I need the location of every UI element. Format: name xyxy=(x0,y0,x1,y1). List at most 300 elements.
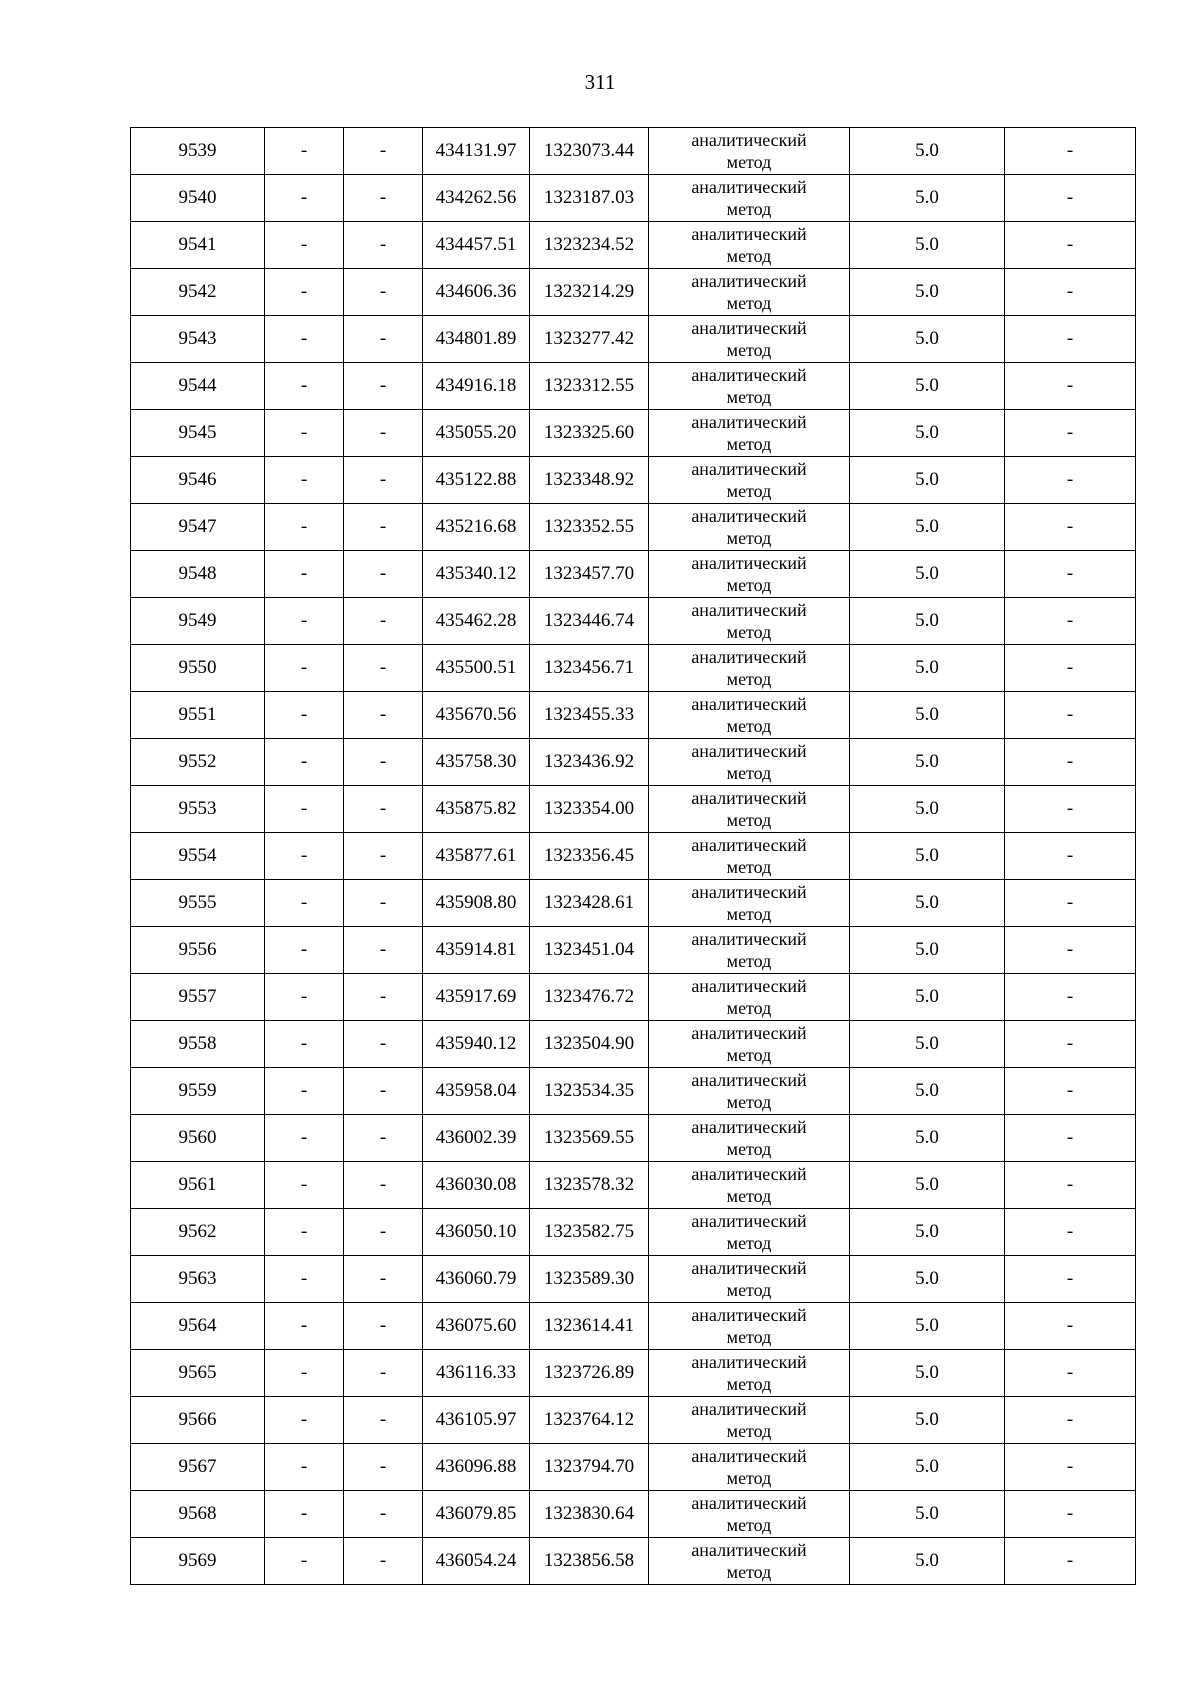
point-number-cell: 9551 xyxy=(131,692,265,739)
accuracy-cell: 5.0 xyxy=(850,1491,1005,1538)
point-number-cell: 9567 xyxy=(131,1444,265,1491)
point-number-cell: 9556 xyxy=(131,927,265,974)
method-text-line1: аналитический xyxy=(691,1305,807,1325)
empty-dash-cell: - xyxy=(265,927,344,974)
page-number: 311 xyxy=(584,70,616,94)
method-text-line2: метод xyxy=(726,763,772,783)
point-number-cell: 9561 xyxy=(131,1162,265,1209)
method-text-line2: метод xyxy=(726,1186,772,1206)
empty-dash-cell: - xyxy=(265,504,344,551)
point-number-cell: 9559 xyxy=(131,1068,265,1115)
accuracy-cell: 5.0 xyxy=(850,551,1005,598)
empty-dash-cell: - xyxy=(1005,833,1136,880)
empty-dash-cell: - xyxy=(344,410,423,457)
method-text-line1: аналитический xyxy=(691,1493,807,1513)
point-number-cell: 9539 xyxy=(131,128,265,175)
empty-dash-cell: - xyxy=(1005,1491,1136,1538)
point-number-cell: 9568 xyxy=(131,1491,265,1538)
method-text-line1: аналитический xyxy=(691,882,807,902)
method-text-line2: метод xyxy=(726,716,772,736)
empty-dash-cell: - xyxy=(265,692,344,739)
accuracy-cell: 5.0 xyxy=(850,269,1005,316)
empty-dash-cell: - xyxy=(344,1115,423,1162)
table-body xyxy=(131,128,1136,1585)
method-text-line1: аналитический xyxy=(691,506,807,526)
empty-dash-cell: - xyxy=(265,1021,344,1068)
table-row xyxy=(131,880,1136,927)
empty-dash-cell: - xyxy=(1005,457,1136,504)
empty-dash-cell: - xyxy=(1005,551,1136,598)
method-text-line1: аналитический xyxy=(691,318,807,338)
method-cell xyxy=(649,739,850,786)
y-coordinate-cell: 1323476.72 xyxy=(530,974,649,1021)
empty-dash-cell: - xyxy=(344,316,423,363)
method-cell xyxy=(649,1162,850,1209)
x-coordinate-cell: 436096.88 xyxy=(423,1444,530,1491)
accuracy-cell: 5.0 xyxy=(850,880,1005,927)
point-number-cell: 9546 xyxy=(131,457,265,504)
table-row xyxy=(131,974,1136,1021)
empty-dash-cell: - xyxy=(344,1068,423,1115)
method-text-line2: метод xyxy=(726,387,772,407)
y-coordinate-cell: 1323187.03 xyxy=(530,175,649,222)
method-text-line1: аналитический xyxy=(691,1023,807,1043)
point-number-cell: 9545 xyxy=(131,410,265,457)
method-text-line2: метод xyxy=(726,1280,772,1300)
empty-dash-cell: - xyxy=(265,1162,344,1209)
empty-dash-cell: - xyxy=(265,1068,344,1115)
accuracy-cell: 5.0 xyxy=(850,1397,1005,1444)
table-row xyxy=(131,1444,1136,1491)
empty-dash-cell: - xyxy=(1005,1350,1136,1397)
method-cell xyxy=(649,1444,850,1491)
method-text-line1: аналитический xyxy=(691,788,807,808)
table-row xyxy=(131,1303,1136,1350)
empty-dash-cell: - xyxy=(344,1209,423,1256)
accuracy-cell: 5.0 xyxy=(850,786,1005,833)
table-row xyxy=(131,222,1136,269)
y-coordinate-cell: 1323578.32 xyxy=(530,1162,649,1209)
method-text-line2: метод xyxy=(726,1327,772,1347)
empty-dash-cell: - xyxy=(265,739,344,786)
method-cell xyxy=(649,1068,850,1115)
method-text-line2: метод xyxy=(726,998,772,1018)
accuracy-cell: 5.0 xyxy=(850,1444,1005,1491)
method-text-line1: аналитический xyxy=(691,224,807,244)
method-cell xyxy=(649,1397,850,1444)
point-number-cell: 9548 xyxy=(131,551,265,598)
point-number-cell: 9564 xyxy=(131,1303,265,1350)
empty-dash-cell: - xyxy=(1005,128,1136,175)
y-coordinate-cell: 1323325.60 xyxy=(530,410,649,457)
empty-dash-cell: - xyxy=(1005,927,1136,974)
accuracy-cell: 5.0 xyxy=(850,1162,1005,1209)
method-cell xyxy=(649,128,850,175)
x-coordinate-cell: 436050.10 xyxy=(423,1209,530,1256)
point-number-cell: 9562 xyxy=(131,1209,265,1256)
table-row xyxy=(131,316,1136,363)
accuracy-cell: 5.0 xyxy=(850,645,1005,692)
empty-dash-cell: - xyxy=(265,363,344,410)
point-number-cell: 9541 xyxy=(131,222,265,269)
table-row xyxy=(131,1397,1136,1444)
empty-dash-cell: - xyxy=(265,128,344,175)
empty-dash-cell: - xyxy=(344,1538,423,1585)
x-coordinate-cell: 435917.69 xyxy=(423,974,530,1021)
empty-dash-cell: - xyxy=(265,175,344,222)
point-number-cell: 9540 xyxy=(131,175,265,222)
empty-dash-cell: - xyxy=(265,833,344,880)
method-cell xyxy=(649,880,850,927)
method-text-line2: метод xyxy=(726,528,772,548)
point-number-cell: 9563 xyxy=(131,1256,265,1303)
empty-dash-cell: - xyxy=(265,1350,344,1397)
method-cell xyxy=(649,457,850,504)
empty-dash-cell: - xyxy=(344,551,423,598)
empty-dash-cell: - xyxy=(344,175,423,222)
empty-dash-cell: - xyxy=(1005,786,1136,833)
method-cell xyxy=(649,1491,850,1538)
empty-dash-cell: - xyxy=(1005,1256,1136,1303)
table-row xyxy=(131,927,1136,974)
point-number-cell: 9565 xyxy=(131,1350,265,1397)
method-text-line1: аналитический xyxy=(691,271,807,291)
accuracy-cell: 5.0 xyxy=(850,457,1005,504)
empty-dash-cell: - xyxy=(1005,739,1136,786)
x-coordinate-cell: 436030.08 xyxy=(423,1162,530,1209)
method-cell xyxy=(649,1350,850,1397)
table-row xyxy=(131,457,1136,504)
empty-dash-cell: - xyxy=(344,645,423,692)
y-coordinate-cell: 1323354.00 xyxy=(530,786,649,833)
empty-dash-cell: - xyxy=(1005,692,1136,739)
method-text-line1: аналитический xyxy=(691,1540,807,1560)
empty-dash-cell: - xyxy=(344,128,423,175)
empty-dash-cell: - xyxy=(1005,1303,1136,1350)
empty-dash-cell: - xyxy=(265,1397,344,1444)
x-coordinate-cell: 434131.97 xyxy=(423,128,530,175)
y-coordinate-cell: 1323764.12 xyxy=(530,1397,649,1444)
x-coordinate-cell: 435914.81 xyxy=(423,927,530,974)
method-text-line1: аналитический xyxy=(691,1117,807,1137)
empty-dash-cell: - xyxy=(1005,363,1136,410)
method-text-line2: метод xyxy=(726,622,772,642)
accuracy-cell: 5.0 xyxy=(850,1209,1005,1256)
x-coordinate-cell: 434262.56 xyxy=(423,175,530,222)
accuracy-cell: 5.0 xyxy=(850,1538,1005,1585)
empty-dash-cell: - xyxy=(1005,1397,1136,1444)
y-coordinate-cell: 1323312.55 xyxy=(530,363,649,410)
empty-dash-cell: - xyxy=(265,1444,344,1491)
x-coordinate-cell: 435758.30 xyxy=(423,739,530,786)
x-coordinate-cell: 436002.39 xyxy=(423,1115,530,1162)
point-number-cell: 9543 xyxy=(131,316,265,363)
method-text-line1: аналитический xyxy=(691,412,807,432)
method-text-line2: метод xyxy=(726,152,772,172)
y-coordinate-cell: 1323234.52 xyxy=(530,222,649,269)
y-coordinate-cell: 1323214.29 xyxy=(530,269,649,316)
empty-dash-cell: - xyxy=(1005,1538,1136,1585)
x-coordinate-cell: 436116.33 xyxy=(423,1350,530,1397)
accuracy-cell: 5.0 xyxy=(850,1256,1005,1303)
empty-dash-cell: - xyxy=(265,457,344,504)
method-cell xyxy=(649,222,850,269)
empty-dash-cell: - xyxy=(265,645,344,692)
x-coordinate-cell: 435877.61 xyxy=(423,833,530,880)
point-number-cell: 9552 xyxy=(131,739,265,786)
x-coordinate-cell: 435958.04 xyxy=(423,1068,530,1115)
table-row xyxy=(131,410,1136,457)
accuracy-cell: 5.0 xyxy=(850,128,1005,175)
point-number-cell: 9569 xyxy=(131,1538,265,1585)
method-cell xyxy=(649,1115,850,1162)
empty-dash-cell: - xyxy=(1005,1209,1136,1256)
method-text-line1: аналитический xyxy=(691,694,807,714)
method-cell xyxy=(649,927,850,974)
table-row xyxy=(131,786,1136,833)
method-text-line1: аналитический xyxy=(691,459,807,479)
method-cell xyxy=(649,1538,850,1585)
x-coordinate-cell: 434916.18 xyxy=(423,363,530,410)
method-cell xyxy=(649,645,850,692)
method-text-line2: метод xyxy=(726,1092,772,1112)
empty-dash-cell: - xyxy=(344,1021,423,1068)
method-text-line1: аналитический xyxy=(691,1164,807,1184)
accuracy-cell: 5.0 xyxy=(850,1303,1005,1350)
point-number-cell: 9542 xyxy=(131,269,265,316)
y-coordinate-cell: 1323856.58 xyxy=(530,1538,649,1585)
method-text-line2: метод xyxy=(726,1562,772,1582)
accuracy-cell: 5.0 xyxy=(850,410,1005,457)
x-coordinate-cell: 436060.79 xyxy=(423,1256,530,1303)
method-text-line1: аналитический xyxy=(691,741,807,761)
accuracy-cell: 5.0 xyxy=(850,1021,1005,1068)
x-coordinate-cell: 434801.89 xyxy=(423,316,530,363)
method-text-line1: аналитический xyxy=(691,835,807,855)
method-text-line1: аналитический xyxy=(691,130,807,150)
table-row xyxy=(131,1115,1136,1162)
method-text-line1: аналитический xyxy=(691,365,807,385)
empty-dash-cell: - xyxy=(344,880,423,927)
y-coordinate-cell: 1323456.71 xyxy=(530,645,649,692)
point-number-cell: 9555 xyxy=(131,880,265,927)
method-cell xyxy=(649,410,850,457)
x-coordinate-cell: 435908.80 xyxy=(423,880,530,927)
empty-dash-cell: - xyxy=(1005,175,1136,222)
empty-dash-cell: - xyxy=(1005,410,1136,457)
table-row xyxy=(131,1209,1136,1256)
accuracy-cell: 5.0 xyxy=(850,363,1005,410)
empty-dash-cell: - xyxy=(265,1538,344,1585)
table-row xyxy=(131,1162,1136,1209)
point-number-cell: 9550 xyxy=(131,645,265,692)
method-text-line2: метод xyxy=(726,575,772,595)
method-text-line2: метод xyxy=(726,199,772,219)
method-cell xyxy=(649,269,850,316)
table-row xyxy=(131,1491,1136,1538)
empty-dash-cell: - xyxy=(344,598,423,645)
empty-dash-cell: - xyxy=(1005,880,1136,927)
empty-dash-cell: - xyxy=(344,927,423,974)
accuracy-cell: 5.0 xyxy=(850,598,1005,645)
method-text-line1: аналитический xyxy=(691,600,807,620)
empty-dash-cell: - xyxy=(344,1350,423,1397)
x-coordinate-cell: 435055.20 xyxy=(423,410,530,457)
empty-dash-cell: - xyxy=(344,1303,423,1350)
y-coordinate-cell: 1323830.64 xyxy=(530,1491,649,1538)
empty-dash-cell: - xyxy=(344,1397,423,1444)
table-row xyxy=(131,692,1136,739)
method-text-line2: метод xyxy=(726,1045,772,1065)
accuracy-cell: 5.0 xyxy=(850,1115,1005,1162)
method-text-line1: аналитический xyxy=(691,1070,807,1090)
x-coordinate-cell: 436075.60 xyxy=(423,1303,530,1350)
method-text-line1: аналитический xyxy=(691,1399,807,1419)
accuracy-cell: 5.0 xyxy=(850,974,1005,1021)
y-coordinate-cell: 1323457.70 xyxy=(530,551,649,598)
accuracy-cell: 5.0 xyxy=(850,1068,1005,1115)
method-text-line2: метод xyxy=(726,293,772,313)
coordinates-table xyxy=(130,127,1136,1585)
accuracy-cell: 5.0 xyxy=(850,222,1005,269)
y-coordinate-cell: 1323436.92 xyxy=(530,739,649,786)
y-coordinate-cell: 1323455.33 xyxy=(530,692,649,739)
accuracy-cell: 5.0 xyxy=(850,927,1005,974)
accuracy-cell: 5.0 xyxy=(850,504,1005,551)
y-coordinate-cell: 1323428.61 xyxy=(530,880,649,927)
table-row xyxy=(131,1350,1136,1397)
method-text-line1: аналитический xyxy=(691,553,807,573)
y-coordinate-cell: 1323614.41 xyxy=(530,1303,649,1350)
method-text-line1: аналитический xyxy=(691,1211,807,1231)
table-row xyxy=(131,1021,1136,1068)
table-row xyxy=(131,504,1136,551)
y-coordinate-cell: 1323569.55 xyxy=(530,1115,649,1162)
method-text-line2: метод xyxy=(726,951,772,971)
empty-dash-cell: - xyxy=(344,739,423,786)
method-cell xyxy=(649,1256,850,1303)
empty-dash-cell: - xyxy=(265,551,344,598)
y-coordinate-cell: 1323534.35 xyxy=(530,1068,649,1115)
table-row xyxy=(131,1256,1136,1303)
y-coordinate-cell: 1323589.30 xyxy=(530,1256,649,1303)
empty-dash-cell: - xyxy=(1005,269,1136,316)
method-text-line2: метод xyxy=(726,810,772,830)
empty-dash-cell: - xyxy=(1005,645,1136,692)
x-coordinate-cell: 436079.85 xyxy=(423,1491,530,1538)
y-coordinate-cell: 1323794.70 xyxy=(530,1444,649,1491)
accuracy-cell: 5.0 xyxy=(850,1350,1005,1397)
method-text-line1: аналитический xyxy=(691,929,807,949)
method-text-line2: метод xyxy=(726,246,772,266)
method-cell xyxy=(649,175,850,222)
empty-dash-cell: - xyxy=(265,1303,344,1350)
method-cell xyxy=(649,1021,850,1068)
accuracy-cell: 5.0 xyxy=(850,316,1005,363)
table-row xyxy=(131,598,1136,645)
method-cell xyxy=(649,363,850,410)
y-coordinate-cell: 1323073.44 xyxy=(530,128,649,175)
x-coordinate-cell: 435875.82 xyxy=(423,786,530,833)
empty-dash-cell: - xyxy=(265,410,344,457)
empty-dash-cell: - xyxy=(265,598,344,645)
method-text-line2: метод xyxy=(726,1233,772,1253)
empty-dash-cell: - xyxy=(344,833,423,880)
method-cell xyxy=(649,598,850,645)
table-row xyxy=(131,739,1136,786)
empty-dash-cell: - xyxy=(344,1162,423,1209)
empty-dash-cell: - xyxy=(265,1209,344,1256)
method-text-line2: метод xyxy=(726,434,772,454)
empty-dash-cell: - xyxy=(344,692,423,739)
empty-dash-cell: - xyxy=(265,1491,344,1538)
method-text-line1: аналитический xyxy=(691,1446,807,1466)
method-cell xyxy=(649,833,850,880)
y-coordinate-cell: 1323356.45 xyxy=(530,833,649,880)
empty-dash-cell: - xyxy=(344,974,423,1021)
empty-dash-cell: - xyxy=(1005,974,1136,1021)
x-coordinate-cell: 436105.97 xyxy=(423,1397,530,1444)
table-row xyxy=(131,128,1136,175)
empty-dash-cell: - xyxy=(1005,316,1136,363)
empty-dash-cell: - xyxy=(1005,1068,1136,1115)
point-number-cell: 9558 xyxy=(131,1021,265,1068)
method-cell xyxy=(649,1209,850,1256)
empty-dash-cell: - xyxy=(344,269,423,316)
empty-dash-cell: - xyxy=(344,457,423,504)
x-coordinate-cell: 435500.51 xyxy=(423,645,530,692)
table-row xyxy=(131,1068,1136,1115)
y-coordinate-cell: 1323348.92 xyxy=(530,457,649,504)
y-coordinate-cell: 1323582.75 xyxy=(530,1209,649,1256)
accuracy-cell: 5.0 xyxy=(850,692,1005,739)
method-text-line1: аналитический xyxy=(691,1352,807,1372)
point-number-cell: 9547 xyxy=(131,504,265,551)
accuracy-cell: 5.0 xyxy=(850,833,1005,880)
method-cell xyxy=(649,1303,850,1350)
table-row xyxy=(131,551,1136,598)
method-text-line2: метод xyxy=(726,1139,772,1159)
method-cell xyxy=(649,504,850,551)
method-text-line2: метод xyxy=(726,904,772,924)
method-cell xyxy=(649,551,850,598)
empty-dash-cell: - xyxy=(344,1444,423,1491)
method-text-line1: аналитический xyxy=(691,177,807,197)
empty-dash-cell: - xyxy=(344,1256,423,1303)
method-text-line1: аналитический xyxy=(691,1258,807,1278)
empty-dash-cell: - xyxy=(265,222,344,269)
table-row xyxy=(131,269,1136,316)
empty-dash-cell: - xyxy=(1005,1021,1136,1068)
method-text-line2: метод xyxy=(726,1421,772,1441)
point-number-cell: 9554 xyxy=(131,833,265,880)
empty-dash-cell: - xyxy=(1005,222,1136,269)
y-coordinate-cell: 1323352.55 xyxy=(530,504,649,551)
empty-dash-cell: - xyxy=(265,880,344,927)
empty-dash-cell: - xyxy=(1005,598,1136,645)
empty-dash-cell: - xyxy=(265,786,344,833)
y-coordinate-cell: 1323277.42 xyxy=(530,316,649,363)
table-row xyxy=(131,833,1136,880)
point-number-cell: 9553 xyxy=(131,786,265,833)
point-number-cell: 9549 xyxy=(131,598,265,645)
method-text-line2: метод xyxy=(726,1468,772,1488)
empty-dash-cell: - xyxy=(265,316,344,363)
point-number-cell: 9544 xyxy=(131,363,265,410)
x-coordinate-cell: 435670.56 xyxy=(423,692,530,739)
empty-dash-cell: - xyxy=(344,786,423,833)
empty-dash-cell: - xyxy=(265,1115,344,1162)
